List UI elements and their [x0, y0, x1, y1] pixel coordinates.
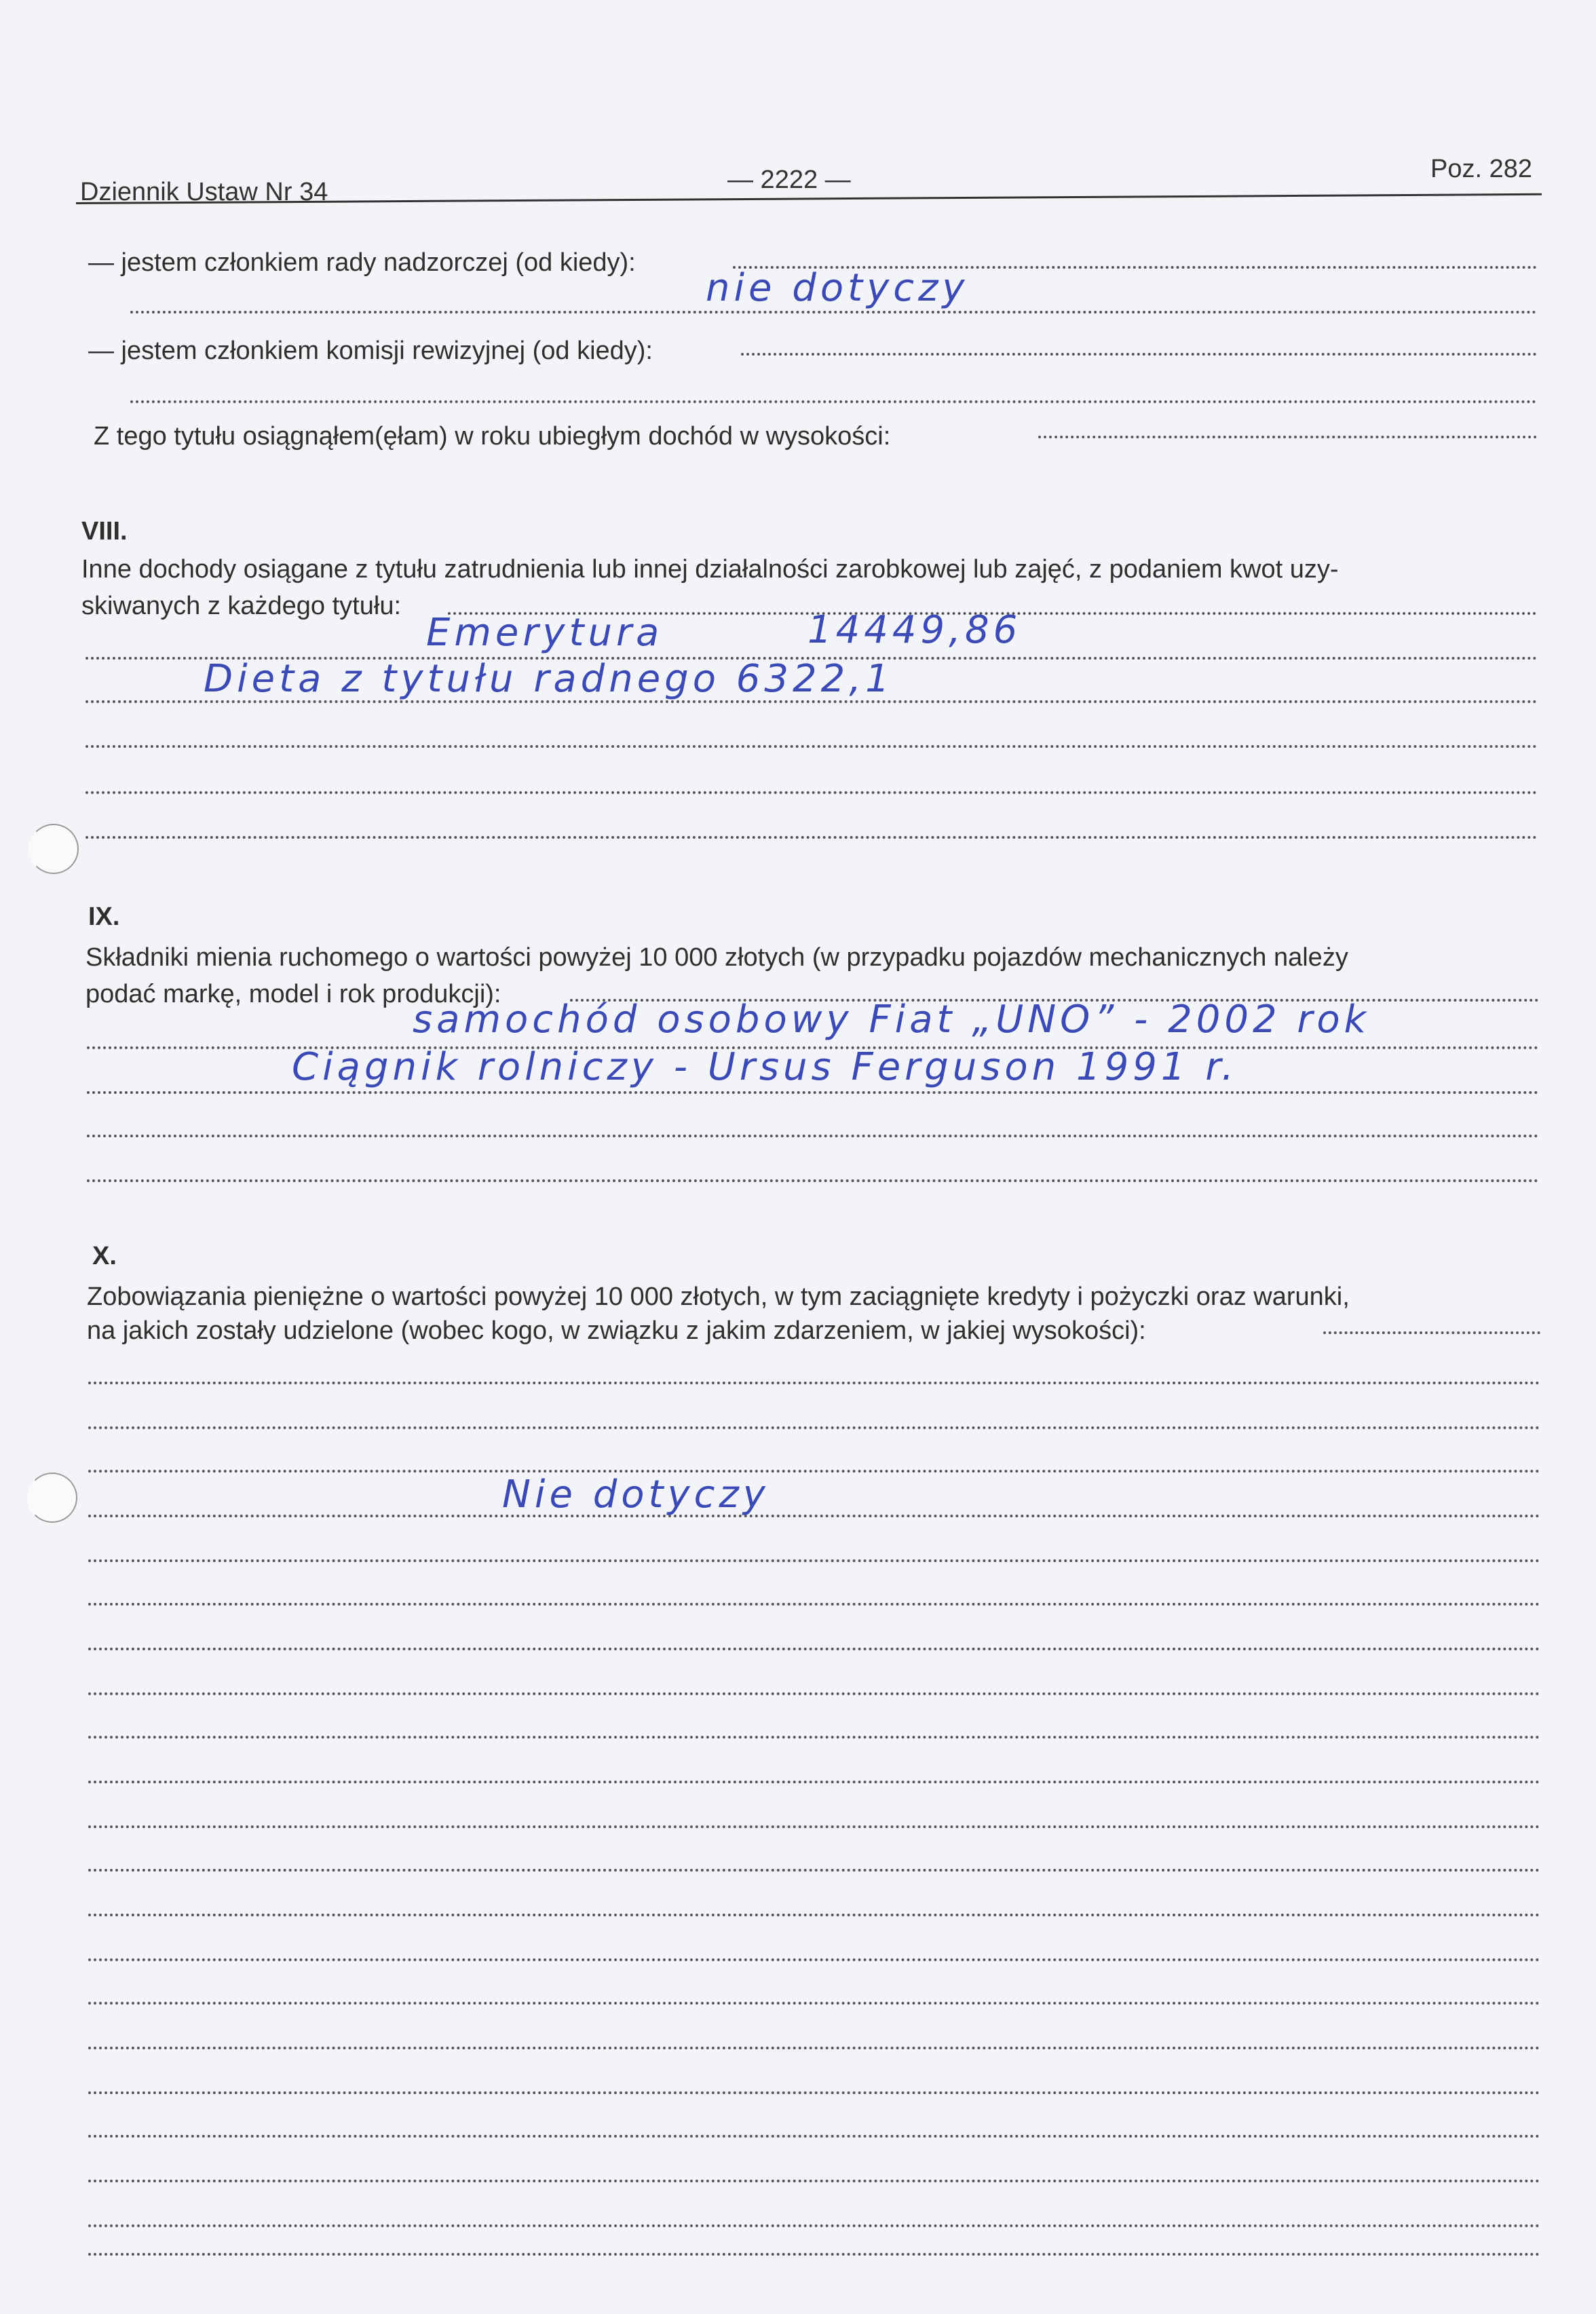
page-number: — 2222 —: [727, 166, 851, 194]
dotted-line: [88, 1603, 1540, 1606]
dotted-line: [88, 2135, 1540, 2138]
punch-hole: [28, 824, 79, 874]
dotted-line: [87, 1135, 1539, 1137]
dotted-line: [741, 353, 1537, 356]
section-viii-text-1: Inne dochody osiągane z tytułu zatrudnienia lub innej działalności zarobkowej lub zajęć, z podaniem kwot uzy-: [81, 555, 1339, 584]
dotted-line: [88, 1825, 1540, 1828]
section-x-text-1: Zobowiązania pieniężne o wartości powyżej 10 000 złotych, w tym zaciągnięte kredyty i pożyczki oraz warunki,: [87, 1283, 1350, 1311]
dotted-line: [88, 1559, 1540, 1562]
handwritten-pension: Emerytura: [426, 611, 664, 655]
dotted-line: [88, 2180, 1540, 2182]
handwritten-pension-amount: 14449,86: [808, 608, 1022, 652]
dotted-line: [130, 311, 1537, 314]
section-ix-text-2: podać markę, model i rok produkcji):: [86, 980, 501, 1008]
dotted-line: [88, 2002, 1540, 2005]
dotted-line: [88, 1914, 1540, 1916]
dotted-line: [86, 836, 1538, 839]
section-viii-number: VIII.: [81, 517, 128, 546]
section-ix-number: IX.: [88, 903, 120, 931]
dotted-line: [88, 1470, 1540, 1473]
handwritten-board-answer: nie dotyczy: [706, 266, 969, 310]
dotted-line: [87, 1179, 1539, 1182]
dotted-line: [130, 400, 1537, 403]
handwritten-car: samochód osobowy Fiat „UNO” - 2002 rok: [413, 998, 1371, 1042]
dotted-line: [88, 1869, 1540, 1872]
dotted-line: [86, 791, 1538, 794]
dotted-line: [88, 1781, 1540, 1783]
section-x-text-2: na jakich zostały udzielone (wobec kogo, w związku z jakim zdarzeniem, w jakiej wysokości):: [87, 1316, 1146, 1345]
journal-title: Dziennik Ustaw Nr 34: [80, 178, 328, 206]
dotted-line: [87, 1091, 1539, 1094]
dotted-line: [1038, 436, 1537, 438]
punch-hole: [27, 1473, 77, 1523]
board-member-label: — jestem członkiem rady nadzorczej (od kiedy):: [88, 248, 636, 277]
dotted-line: [86, 745, 1538, 748]
section-x-number: X.: [92, 1242, 117, 1270]
dotted-line: [88, 1692, 1540, 1695]
dotted-line: [88, 2224, 1540, 2227]
dotted-line: [88, 2253, 1540, 2256]
dotted-line: [1323, 1331, 1540, 1334]
dotted-line: [88, 1648, 1540, 1650]
income-label: Z tego tytułu osiągnąłem(ęłam) w roku ubiegłym dochód w wysokości:: [94, 422, 891, 451]
dotted-line: [88, 1426, 1540, 1429]
handwritten-obligations-answer: Nie dotyczy: [502, 1473, 770, 1517]
section-ix-text-1: Składniki mienia ruchomego o wartości powyżej 10 000 złotych (w przypadku pojazdów mechanicznych należy: [86, 943, 1348, 972]
dotted-line: [88, 2047, 1540, 2049]
dotted-line: [88, 1515, 1540, 1517]
dotted-line: [88, 2091, 1540, 2094]
section-viii-text-2: skiwanych z każdego tytułu:: [81, 592, 402, 620]
dotted-line: [88, 1736, 1540, 1739]
position-number: Poz. 282: [1430, 155, 1532, 183]
audit-member-label: — jestem członkiem komisji rewizyjnej (od kiedy):: [88, 337, 653, 365]
dotted-line: [88, 1382, 1540, 1384]
handwritten-tractor: Ciągnik rolniczy - Ursus Ferguson 1991 r.: [292, 1045, 1238, 1089]
dotted-line: [88, 1958, 1540, 1961]
handwritten-councillor-allowance: Dieta z tytułu radnego 6322,1: [204, 657, 894, 701]
